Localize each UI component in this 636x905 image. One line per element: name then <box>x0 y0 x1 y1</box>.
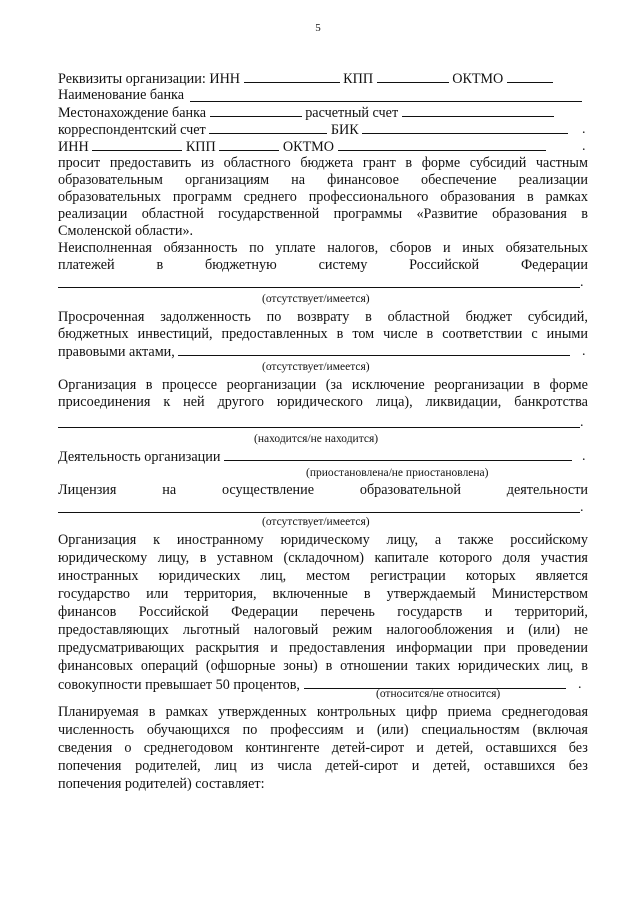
word: юридических <box>158 568 241 584</box>
word: специальностям <box>421 722 520 738</box>
document-page: 5 Реквизиты организации: ИНН КПП ОКТМО Наименование банка Местонахождение банка расчетный счет корреспондентский счет БИК . ИНН КПП ОКТМО . просит предоставить из областного бюджета грант в форме субсидий частным образовательным организациям на финансовое обеспечение реализации образовательных программ среднего профессионального образования в рамках реализации областной государственной программы «Развитие образования в Смоленской области». Неисполненная обязанность по уплате налогов, сборов и иных обязательных платежей в бюджетную систему Российской Федерации . (отсутствует/имеется) Просроченная задолженность по возврату в областной бюджет субсидий, бюджетных инвестиций, предоставленных в том числе в соответствии с иными правовыми актами, . (отсутствует/имеется) Организация в процессе реорганизации (за исключение реорганизации в форме присоединения к ней другого юридического лица), ликвидации, банкротства . (находится/не находится) Деятельность организации . (приостановлена/не приостановлена) Лицензия на осуществление образовательной деятельности . (отсутствует/имеется) Организация к иностранному юридическому лицу, а также российскому юридическому лицу, в уставном (складочном) капитале которого доля участия иностранных юридических лиц, местом регистрации которых является государство или территория, включенные в утверждаемый Министерством финансов Российской Федерации перечень государств и территорий, предоставляющих льготный налоговый режим налогообложения и (или) не предусматривающих раскрытия и предоставления информации при проведении финансовых операций (офшорные зоны) в отношении таких юридических лиц, в совокупности превышает 50 процентов, . (относится/не относится) Планируемая в рамках утвержденных контрольных цифр приема среднегодовая численность обучающихся по профессиям и (или) специальностям (включая сведения о среднегодовом контингенте детей-сирот и детей, оставшихся без попечения родителей, лиц из числа детей-сирот и детей, оставшихся без попечения родителей) составляет: <box>0 0 636 905</box>
word: раскрытия <box>195 640 260 656</box>
word: иностранному <box>176 532 264 548</box>
bank-location-label: Местонахождение банка <box>58 105 207 121</box>
word: бюджет <box>465 309 513 325</box>
word: банкротства <box>514 394 588 410</box>
taxes-line-2 <box>58 257 588 274</box>
word: предоставить <box>109 155 192 171</box>
activity-label: Деятельность организации <box>58 449 221 465</box>
word: Просроченная <box>58 309 145 325</box>
word: областной <box>387 309 450 325</box>
word: о <box>124 740 132 756</box>
debt-field[interactable] <box>178 343 570 356</box>
word: программ <box>172 189 232 205</box>
activity-caption: (приостановлена/не приостановлена) <box>306 467 489 479</box>
word: Российской <box>138 604 209 620</box>
word: (или) <box>528 622 560 638</box>
word: Организация <box>58 377 137 393</box>
reorg-line-2 <box>58 394 588 411</box>
word: родителей, <box>135 758 201 774</box>
word: с <box>531 326 538 342</box>
account-field[interactable] <box>402 104 554 117</box>
word: утверждаемый <box>386 586 476 602</box>
word: численность <box>58 722 135 738</box>
oktmo-label: ОКТМО <box>452 71 504 87</box>
word: в <box>526 189 534 205</box>
word: лиц, <box>260 568 287 584</box>
requisites-line <box>58 70 588 88</box>
word: утвержденных <box>218 704 307 720</box>
word: оставшихся <box>483 758 556 774</box>
offshore-line-5 <box>58 604 588 621</box>
word: из <box>200 155 215 171</box>
word: рамках <box>545 189 588 205</box>
word: в <box>156 257 164 273</box>
word: к <box>163 394 171 410</box>
word: юридическому <box>280 532 370 548</box>
inn-kpp-line <box>58 138 588 156</box>
word: Организация <box>58 532 137 548</box>
corr-account-label: корреспондентский счет <box>58 122 206 138</box>
word: в <box>199 550 207 566</box>
word: областной <box>141 206 204 222</box>
word: рамках <box>165 704 209 720</box>
offshore-line-9-text: совокупности превышает 50 процентов, <box>58 677 300 693</box>
inn-field-2[interactable] <box>92 138 182 151</box>
word: на <box>291 172 306 188</box>
word: сведения <box>58 740 113 756</box>
word: проведении <box>517 640 588 656</box>
word: (включая <box>532 722 588 738</box>
word: финансов <box>58 604 117 620</box>
request-line-2 <box>58 172 588 189</box>
word: профессионального <box>308 189 429 205</box>
word: инвестиций, <box>137 326 213 342</box>
word: Неисполненная <box>58 240 152 256</box>
word: льготный <box>182 622 240 638</box>
word: предоставленных <box>221 326 328 342</box>
word: и <box>411 758 420 774</box>
word: ликвидации, <box>425 394 502 410</box>
word: в <box>426 326 434 342</box>
word: осуществление <box>221 482 315 498</box>
word: приема <box>447 704 492 720</box>
word: из <box>250 758 264 774</box>
word: государство <box>58 586 131 602</box>
word: в <box>533 377 540 393</box>
word: форме <box>421 155 461 171</box>
word: и <box>484 604 493 620</box>
word: и <box>356 722 364 738</box>
bank-name-label: Наименование банка <box>58 87 185 103</box>
debt-line-3-text: правовыми актами, <box>58 344 175 360</box>
offshore-caption: (относится/не относится) <box>376 688 501 700</box>
word: а <box>434 532 442 548</box>
word: контингенте <box>245 740 320 756</box>
word: (или) <box>376 722 409 738</box>
word: территорий, <box>514 604 588 620</box>
word: детей, <box>436 740 474 756</box>
account-label: расчетный счет <box>305 105 399 121</box>
word: бюджета <box>300 155 354 171</box>
offshore-line-9 <box>58 676 588 694</box>
oktmo-label-2: ОКТМО <box>282 139 334 155</box>
word: реализации <box>58 206 128 222</box>
word: иных <box>462 240 495 256</box>
word: уплате <box>275 240 316 256</box>
word: образовательным <box>58 172 163 188</box>
word: местом <box>306 568 351 584</box>
word: налоговый <box>253 622 319 638</box>
word: организациям <box>185 172 270 188</box>
word: которых <box>465 568 516 584</box>
word: (за <box>325 377 343 393</box>
word: том <box>352 326 375 342</box>
offshore-line-8 <box>58 658 588 675</box>
word: обеспечение <box>421 172 497 188</box>
corr-account-line <box>58 121 588 139</box>
kpp-label-2: КПП <box>185 139 216 155</box>
plan-line-2 <box>58 722 588 739</box>
word: бюджетную <box>205 257 277 273</box>
word: лица), <box>375 394 413 410</box>
word: в <box>405 155 413 171</box>
word: форме <box>549 377 588 393</box>
activity-line <box>58 448 588 466</box>
plan-line-3 <box>58 740 588 757</box>
word: другого <box>217 394 264 410</box>
license-caption: (отсутствует/имеется) <box>262 516 370 528</box>
activity-field[interactable] <box>224 448 572 461</box>
debt-caption: (отсутствует/имеется) <box>262 361 370 373</box>
word: в <box>581 658 588 674</box>
word: оставшихся <box>485 740 557 756</box>
word: систему <box>318 257 368 273</box>
word: среднегодовая <box>501 704 588 720</box>
word: предоставления <box>288 640 386 656</box>
word: реорганизации <box>434 377 524 393</box>
word: в <box>336 326 344 342</box>
word: реализации <box>518 172 588 188</box>
word: субсидий, <box>527 309 588 325</box>
word: перечень <box>320 604 375 620</box>
bik-label: БИК <box>330 122 359 138</box>
word: обучающихся <box>146 722 230 738</box>
word: присоединения <box>58 394 151 410</box>
word: обязанность <box>163 240 238 256</box>
offshore-line-3 <box>58 568 588 585</box>
word: включенные <box>272 586 348 602</box>
word: иными <box>546 326 588 342</box>
word: и <box>506 622 515 638</box>
plan-line-4 <box>58 758 588 775</box>
word: на <box>162 482 177 498</box>
word: российскому <box>510 532 588 548</box>
word: в <box>148 704 156 720</box>
word: «Развитие <box>416 206 478 222</box>
reorg-line-1 <box>58 377 588 394</box>
word: процессе <box>162 377 218 393</box>
word: лицу, <box>157 550 190 566</box>
word: не <box>574 622 588 638</box>
taxes-caption: (отсутствует/имеется) <box>262 293 370 305</box>
word: по <box>242 722 258 738</box>
word: при <box>483 640 506 656</box>
word: детей-сирот <box>325 758 398 774</box>
word: цифр <box>406 704 438 720</box>
word: Федерации <box>231 604 299 620</box>
reorg-caption: (находится/не находится) <box>254 433 379 445</box>
offshore-line-1 <box>58 532 588 549</box>
word: сборов <box>389 240 432 256</box>
word: финансовых <box>58 658 133 674</box>
word: участия <box>540 550 588 566</box>
word: реорганизации <box>226 377 317 393</box>
plan-line-1 <box>58 704 588 721</box>
word: к <box>153 532 160 548</box>
word: в <box>145 377 153 393</box>
word: юридическому <box>58 550 148 566</box>
word: является <box>535 568 588 584</box>
word: государств <box>397 604 463 620</box>
word: частным <box>535 155 588 171</box>
offshore-line-6 <box>58 622 588 639</box>
corr-account-field[interactable] <box>209 121 327 134</box>
word: без <box>568 758 588 774</box>
word: также <box>457 532 494 548</box>
word: которого <box>439 550 493 566</box>
word: информации <box>396 640 473 656</box>
word: Лицензия <box>58 482 117 498</box>
license-field[interactable] <box>58 512 580 513</box>
request-line-4 <box>58 206 588 223</box>
word: образования <box>440 189 516 205</box>
word: деятельности <box>506 482 588 498</box>
word: ней <box>183 394 205 410</box>
word: числе <box>383 326 418 342</box>
word: отношении <box>340 658 408 674</box>
word: среднегодовом <box>143 740 234 756</box>
word: возврату <box>297 309 350 325</box>
word: исключение <box>351 377 425 393</box>
word: областного <box>223 155 291 171</box>
debt-line-1 <box>58 309 588 326</box>
license-line <box>58 482 588 499</box>
word: зоны) <box>283 658 318 674</box>
word: налогов, <box>327 240 379 256</box>
word: финансовое <box>327 172 399 188</box>
inn-field[interactable] <box>244 70 340 83</box>
word: образовательной <box>359 482 461 498</box>
word: программы <box>333 206 403 222</box>
word: операций <box>140 658 198 674</box>
kpp-label: КПП <box>343 71 374 87</box>
word: лиц <box>214 758 237 774</box>
word: в <box>581 206 588 222</box>
oktmo-field[interactable] <box>507 70 553 83</box>
bank-location-field[interactable] <box>210 104 302 117</box>
word: регистрации <box>370 568 446 584</box>
offshore-line-7 <box>58 640 588 657</box>
word: грант <box>362 155 396 171</box>
word: уставном <box>216 550 274 566</box>
word: субсидий <box>469 155 527 171</box>
word: платежей <box>58 257 115 273</box>
reorg-field[interactable] <box>58 427 580 428</box>
word: Федерации <box>520 257 588 273</box>
word: детей, <box>433 758 471 774</box>
word: в <box>325 658 333 674</box>
word: предоставляющих <box>58 622 169 638</box>
word: контрольных <box>316 704 396 720</box>
word: просит <box>58 155 101 171</box>
plan-line-5: попечения родителей) составляет: <box>58 776 265 792</box>
word: и <box>270 640 278 656</box>
taxes-field[interactable] <box>58 287 580 288</box>
word: по <box>266 309 282 325</box>
word: (офшорные <box>205 658 276 674</box>
word: образования <box>492 206 567 222</box>
word: иностранных <box>58 568 139 584</box>
debt-line-3 <box>58 343 588 361</box>
request-line-1 <box>58 155 588 172</box>
word: по <box>249 240 264 256</box>
word: Российской <box>409 257 480 273</box>
word: без <box>568 740 588 756</box>
word: и <box>416 740 424 756</box>
word: задолженность <box>160 309 251 325</box>
word: режим <box>332 622 373 638</box>
request-line-3 <box>58 189 588 206</box>
word: в <box>363 586 371 602</box>
word: соответствии <box>442 326 523 342</box>
bik-field[interactable] <box>362 121 568 134</box>
word: доля <box>502 550 531 566</box>
oktmo-field-2[interactable] <box>338 138 546 151</box>
word: бюджетных <box>58 326 129 342</box>
word: попечения <box>58 758 122 774</box>
word: и <box>443 240 451 256</box>
word: налогообложения <box>386 622 493 638</box>
word: Министерством <box>491 586 588 602</box>
word: детей-сирот <box>331 740 405 756</box>
request-line-5: Смоленской области». <box>58 223 194 239</box>
word: профессиям <box>270 722 344 738</box>
offshore-line-4 <box>58 586 588 603</box>
inn-label-2: ИНН <box>58 139 89 155</box>
word: территория, <box>184 586 257 602</box>
word: Планируемая <box>58 704 139 720</box>
kpp-field-2[interactable] <box>219 138 279 151</box>
word: (складочном) <box>283 550 365 566</box>
word: предусматривающих <box>58 640 185 656</box>
inn-label: Реквизиты организации: ИНН <box>58 71 241 87</box>
offshore-line-2 <box>58 550 588 567</box>
page-number: 5 <box>315 22 321 34</box>
taxes-line-1 <box>58 240 588 257</box>
word: юридического <box>276 394 363 410</box>
word: лиц, <box>547 658 574 674</box>
word: или <box>146 586 169 602</box>
bank-name-field[interactable] <box>190 101 582 102</box>
word: лицу, <box>386 532 418 548</box>
word: в <box>365 309 372 325</box>
word: среднего <box>243 189 297 205</box>
bank-location-line <box>58 104 588 122</box>
word: юридических <box>457 658 540 674</box>
word: государственной <box>218 206 320 222</box>
word: числа <box>277 758 312 774</box>
word: капитале <box>374 550 429 566</box>
word: обязательных <box>505 240 588 256</box>
word: таких <box>415 658 451 674</box>
kpp-field[interactable] <box>377 70 449 83</box>
debt-line-2 <box>58 326 588 343</box>
word: образовательных <box>58 189 162 205</box>
